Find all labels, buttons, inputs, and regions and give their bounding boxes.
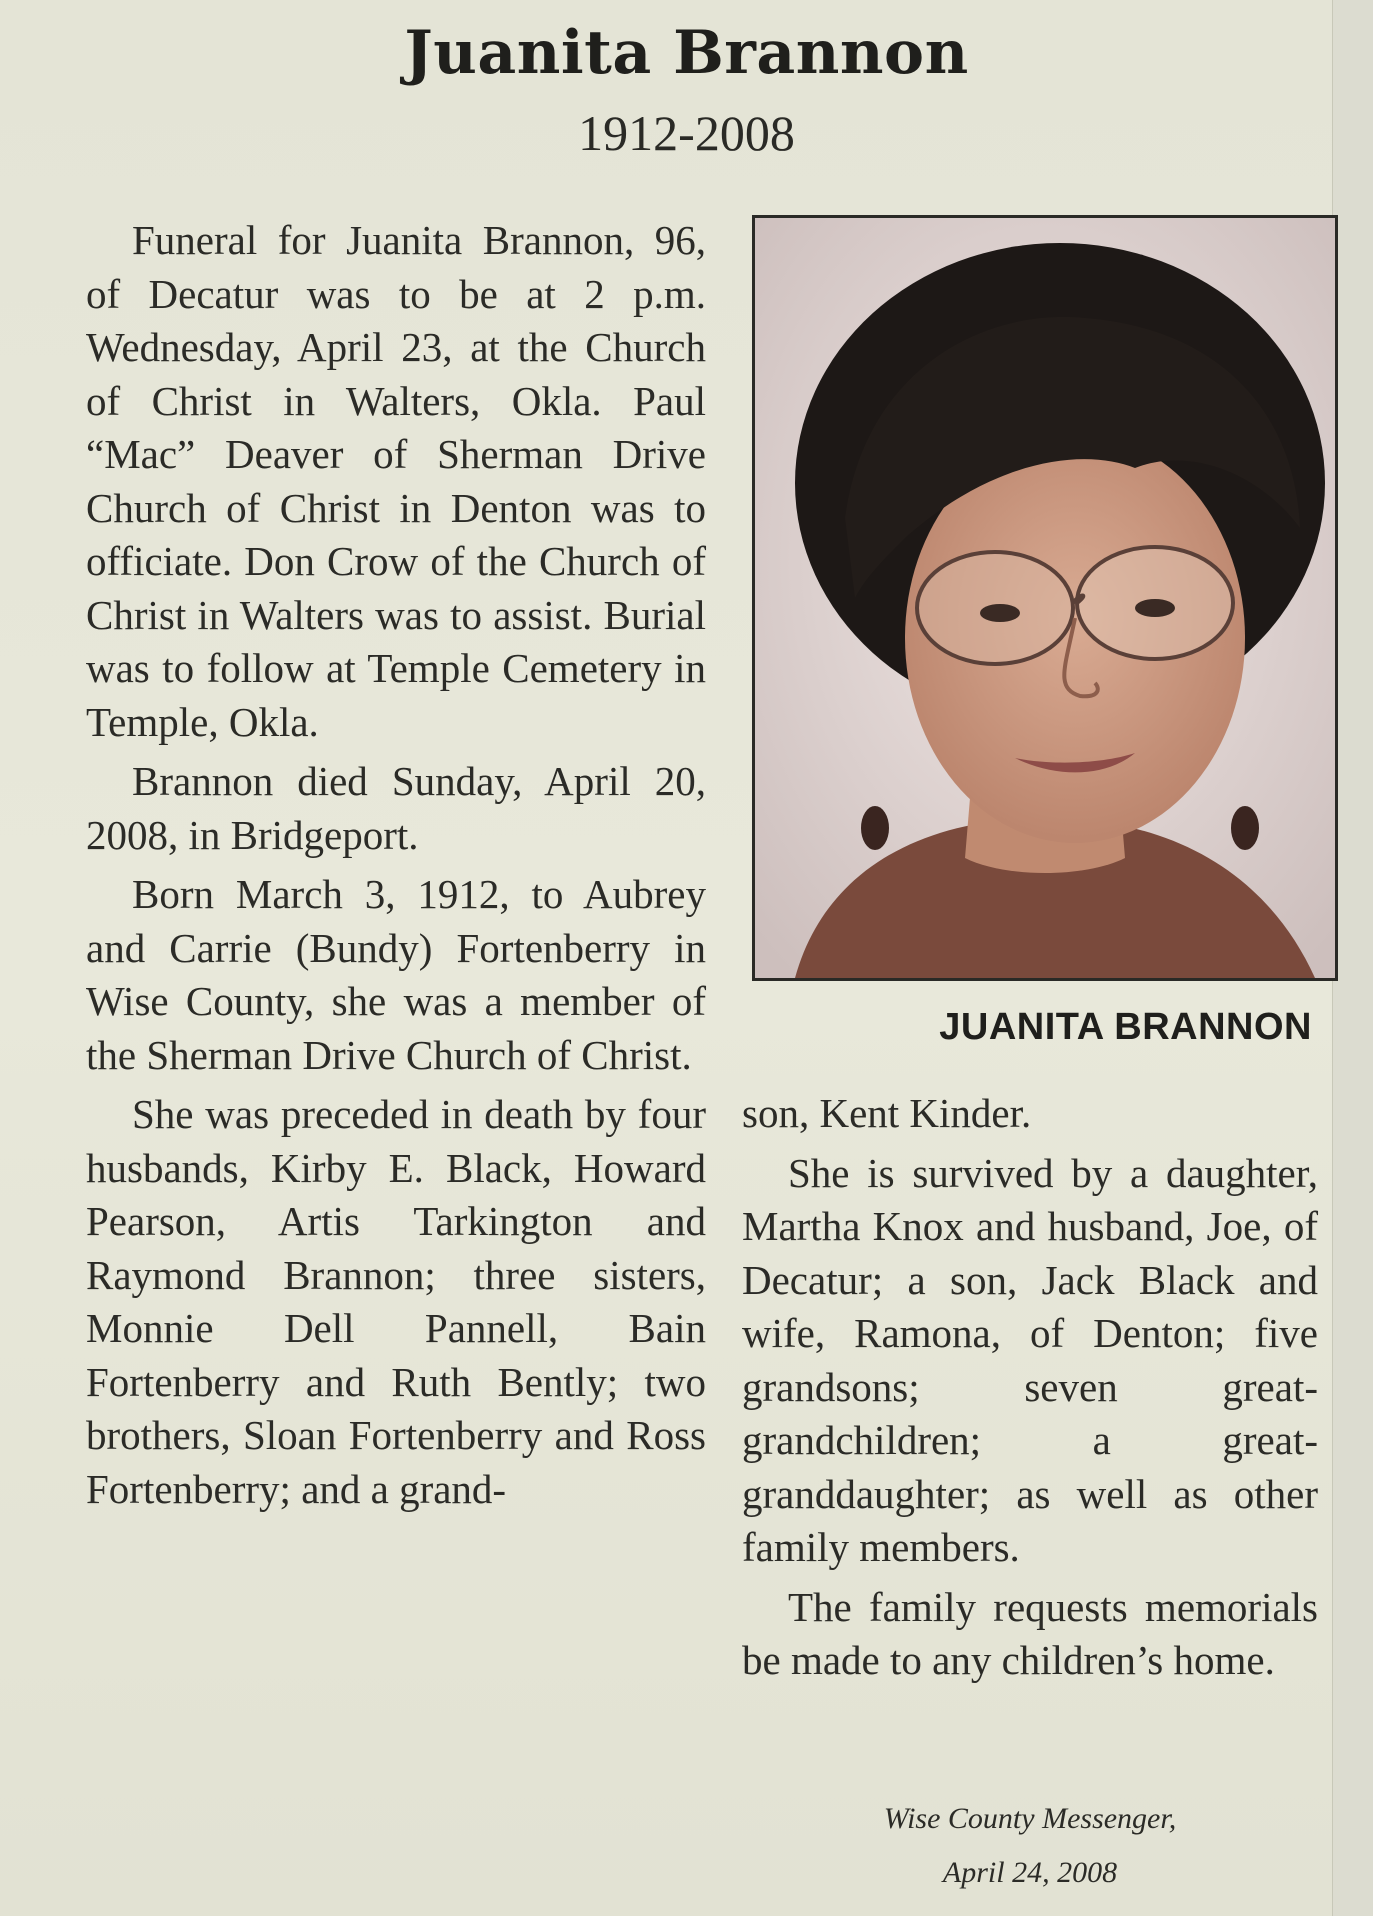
left-column bbox=[86, 214, 706, 1516]
obituary-years: 1912-2008 bbox=[578, 105, 795, 161]
right-column bbox=[742, 1087, 1318, 1688]
paragraph-birth: Born March 3, 1912, to Aubrey and Carrie (Bundy) Fortenberry in Wise County, she was a member of the Sherman Drive Church of Christ. bbox=[86, 871, 706, 1078]
paragraph-death: Brannon died Sunday, April 20, 2008, in Bridgeport. bbox=[86, 758, 706, 858]
background-page-edge bbox=[1332, 0, 1373, 1916]
paragraph-survived: She is survived by a daughter, Martha Knox and husband, Joe, of Decatur; a son, Jack Black and wife, Ramona, of Denton; five grandsons; seven great-grandchildren; a great-granddaughter; as well as other family members. bbox=[742, 1149, 1318, 1570]
paragraph-preceded: She was preceded in death by four husbands, Kirby E. Black, Howard Pearson, Artis Tarkington and Raymond Brannon; three sisters, Monnie Dell Pannell, Bain Fortenberry and Ruth Bently; two brothers, Sloan Fortenberry and Ross Fortenberry; and a grand- bbox=[86, 1091, 706, 1512]
portrait-photo bbox=[752, 215, 1338, 981]
paragraph-funeral: Funeral for Juanita Brannon, 96, of Decatur was to be at 2 p.m. Wednesday, April 23, at the Church of Christ in Walters, Okla. Paul “Mac” Deaver of Sherman Drive Church of Christ in Denton was to officiate. Don Crow of the Church of Christ in Walters was to assist. Burial was to follow at Temple Cemetery in Temple, Okla. bbox=[86, 217, 706, 745]
portrait-illustration bbox=[755, 218, 1335, 978]
obituary-title: Juanita Brannon bbox=[404, 18, 969, 88]
source-publication: Wise County Messenger, bbox=[883, 1802, 1177, 1835]
photo-caption: JUANITA BRANNON bbox=[939, 1006, 1312, 1048]
source-date: April 24, 2008 bbox=[942, 1856, 1118, 1889]
paragraph-memorials: The family requests memorials be made to any children’s home. bbox=[742, 1583, 1318, 1683]
paragraph-continued: son, Kent Kinder. bbox=[742, 1090, 1032, 1136]
